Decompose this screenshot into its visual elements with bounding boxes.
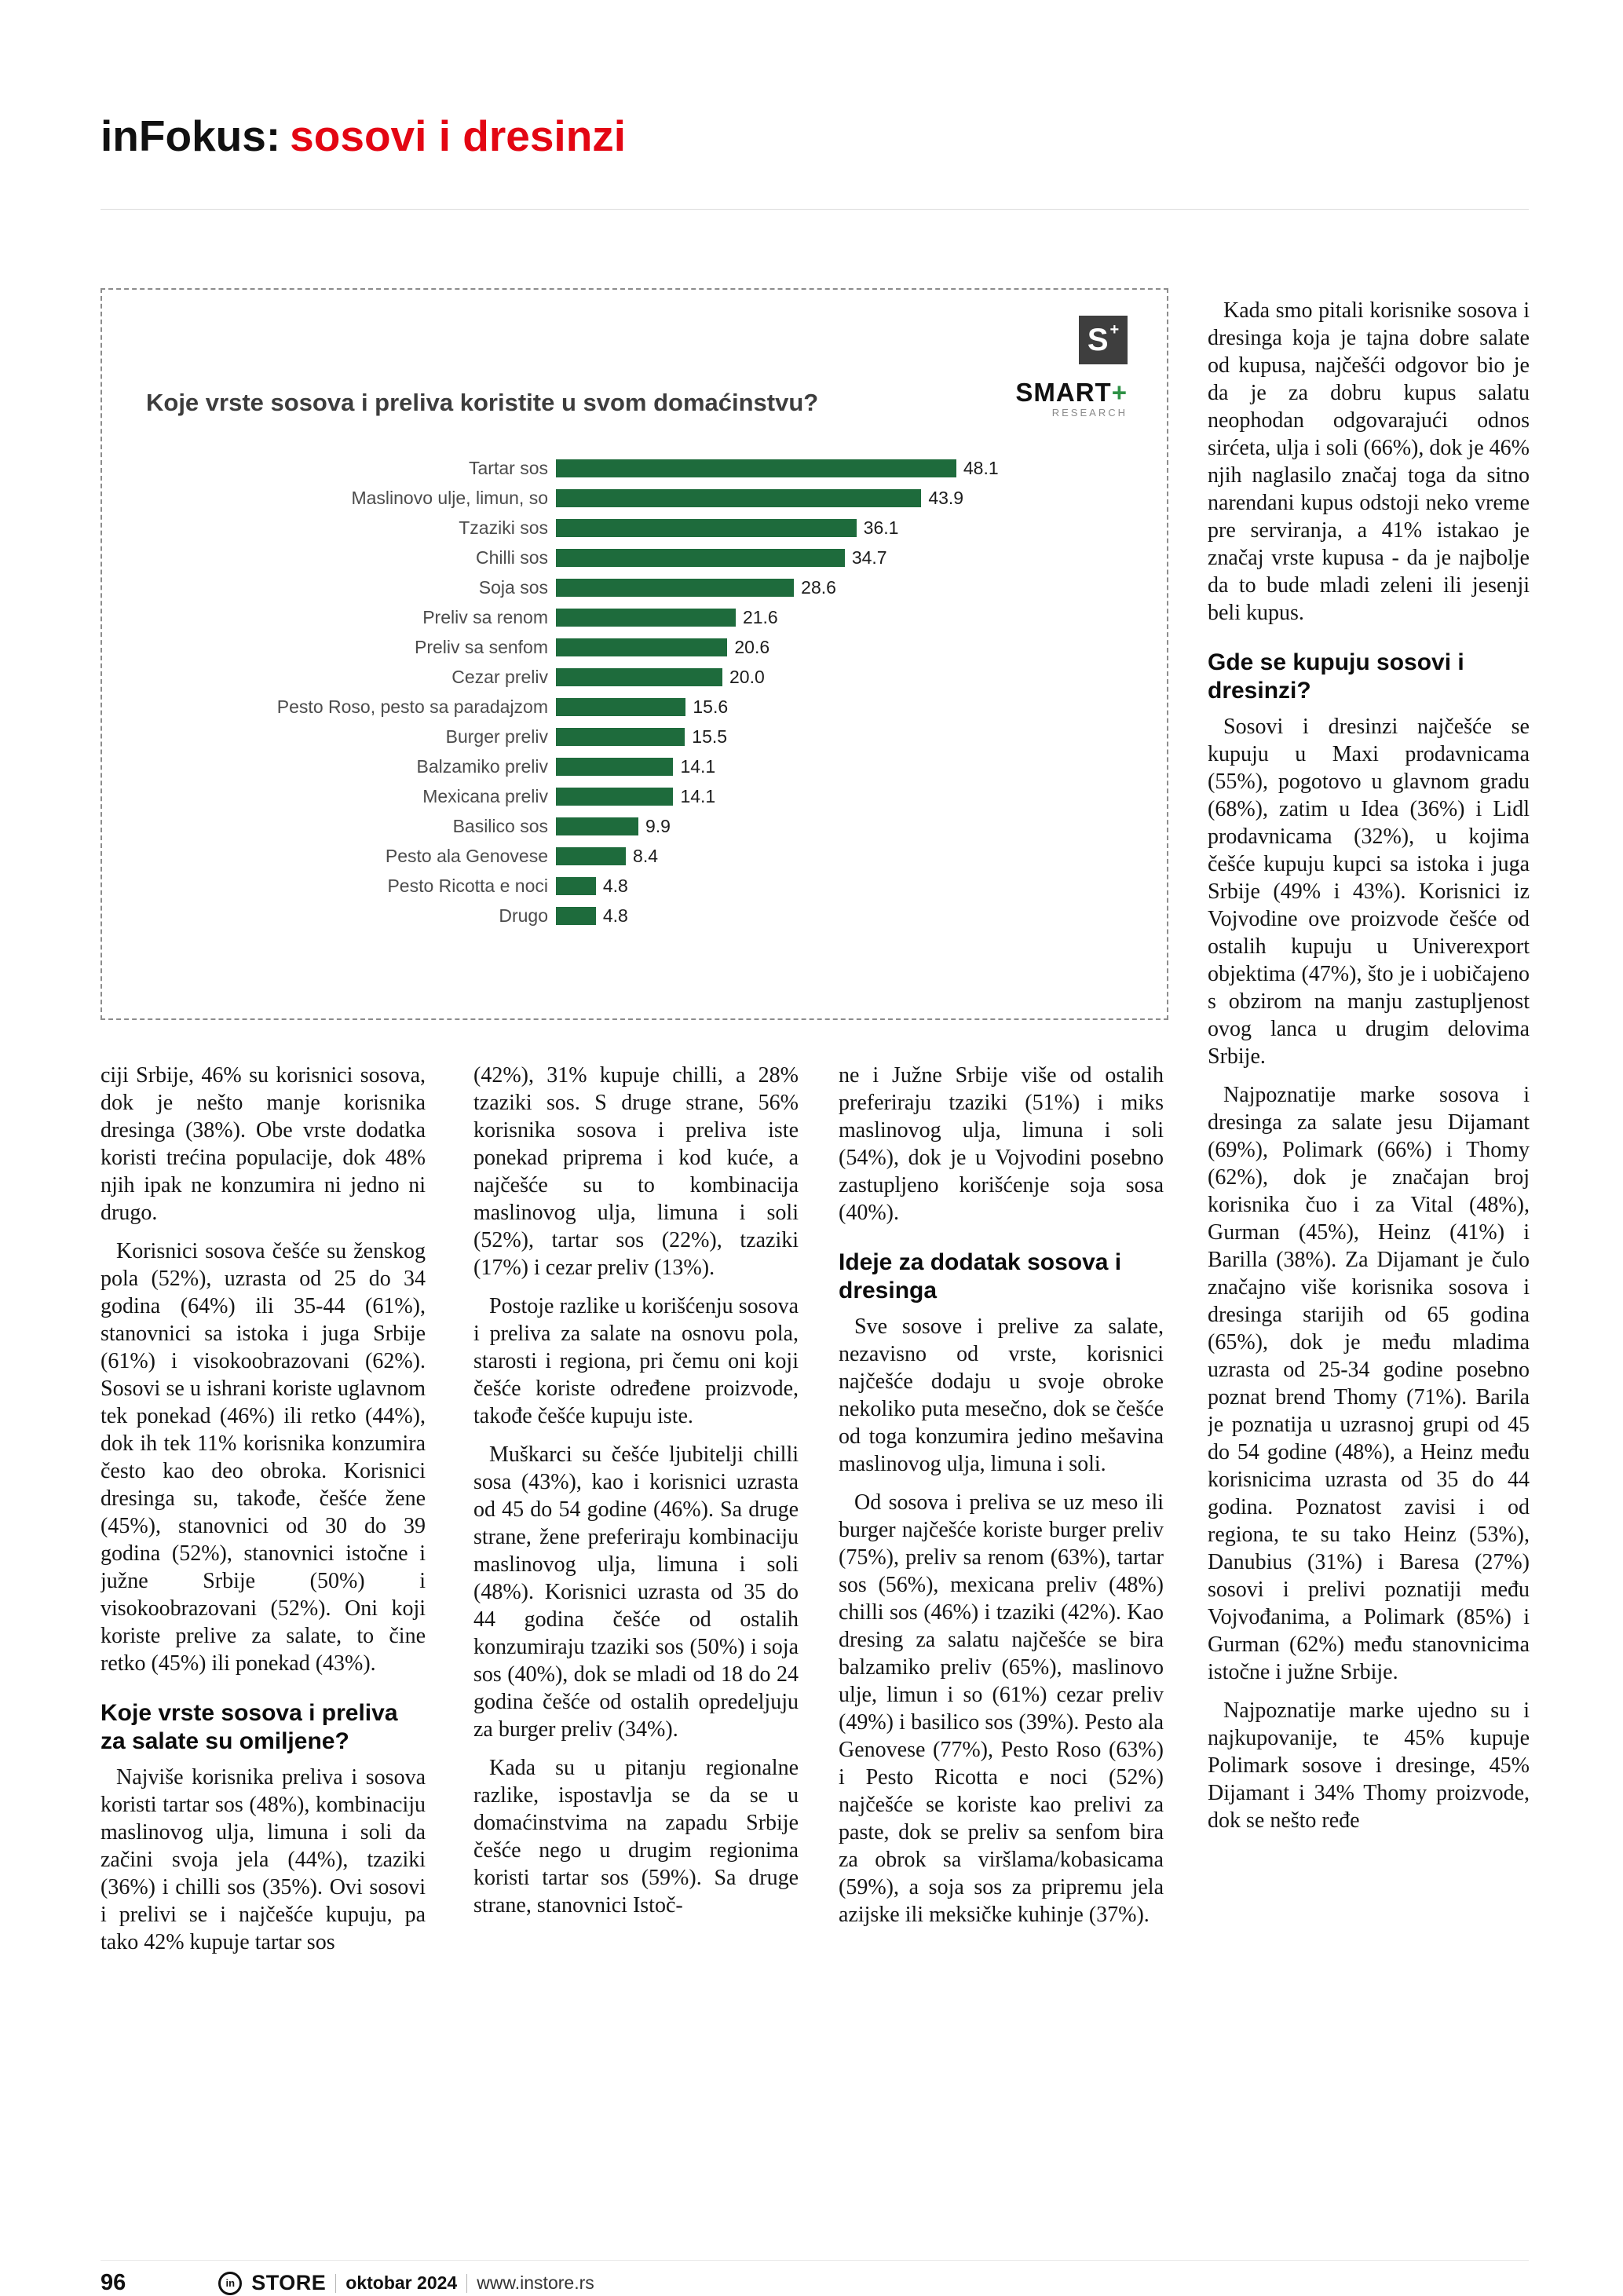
page-header [101, 112, 627, 160]
bar-value-label: 20.6 [734, 636, 770, 657]
bar-row [102, 483, 1167, 513]
chart-title: Koje vrste sosova i preliva koristite u svom domaćinstvu? [146, 389, 819, 416]
bar-category-label: Pesto ala Genovese [385, 845, 548, 866]
bar-row [102, 811, 1167, 841]
brand-text: SMART [1015, 378, 1112, 407]
text-column-4 [1208, 297, 1530, 2249]
brand-plus-icon: + [1111, 378, 1128, 407]
bar [556, 638, 727, 656]
body-paragraph: Sosovi i dresinzi najčešće se kupuju u Maxi prodavnicama (55%), pogotovo u glavnom gradu (68%), zatim u Idea (36%) i Lidl prodavnicama (32%), u kojima češće kupuju kupci sa istoka i juga Srbije (49% i 43%). Korisnici iz Vojvodine ove proizvode češće od ostalih kupuju u Univerexport objektima (47%), što je i uobičajeno s obzirom na manju zastupljenost ovog lanca u drugim delovima Srbije. [1208, 715, 1530, 1069]
bar [556, 519, 857, 537]
bar-row [102, 632, 1167, 662]
body-paragraph: ciji Srbije, 46% su korisnici sosova, dok je nešto manje korisnika dresinga (38%). Obe vrste dodatka koristi trećina populacije, dok 48% njih ipak ne konzumira ni jedno ni drugo. [101, 1063, 426, 1225]
bar-row [102, 751, 1167, 781]
bar-row [102, 692, 1167, 722]
body-paragraph: Postoje razlike u korišćenju sosova i preliva za salate na osnovu pola, starosti i regiona, pri čemu oni koji češće koriste određene proizvode, takođe češće kupuju iste. [473, 1294, 799, 1428]
brand-name: STORE [251, 2271, 327, 2294]
bar [556, 817, 638, 835]
article-topic: sosovi i dresinzi [290, 112, 627, 160]
bar-category-label: Pesto Roso, pesto sa paradajzom [276, 696, 548, 717]
bar [556, 698, 685, 716]
bar [556, 489, 921, 507]
bar-category-label: Soja sos [478, 576, 548, 598]
text-column-1 [101, 1062, 426, 2249]
bar [556, 788, 673, 806]
section-heading: Gde se kupuju sosovi i dresinzi? [1208, 649, 1464, 704]
bar-row [102, 901, 1167, 930]
bar-value-label: 28.6 [801, 576, 836, 598]
body-paragraph: Najpoznatije marke sosova i dresinga za salate jesu Dijamant (69%), Polimark (66%) i Thomy (62%), dok je značajan broj korisnika čuo i za Vital (48%), Gurman (45%), Heinz (41%) i Barilla (38%). Za Dijamant je čulo značajno više korisnika sosova i dresinga starijih od 65 godina (65%), dok je među mladima uzrasta od 25-34 godine posebno poznat brend Thomy (71%). Barila je poznatija u uzrasnoj grupi od 45 do 54 godine (48%), a Heinz među korisnicima uzrasta od 35 do 44 godina. Poznatost zavisi i od regiona, te su tako Heinz (53%), Danubius (31%) i Baresa (27%) sosovi i prelivi poznatiji među Vojvođanima, a Polimark (85%) i Gurman (62%) među stanovnicima istočne i južne Srbije. [1208, 1083, 1530, 1684]
bar-value-label: 15.6 [693, 696, 729, 717]
bar [556, 847, 626, 865]
bar-value-label: 34.7 [851, 547, 887, 568]
bar-value-label: 4.8 [602, 875, 628, 896]
bar-value-label: 14.1 [680, 755, 716, 777]
footer-brand [218, 2271, 594, 2295]
bar-value-label: 48.1 [963, 457, 999, 478]
bar [556, 579, 794, 597]
bar-category-label: Pesto Ricotta e noci [387, 875, 548, 896]
bar-category-label: Preliv sa senfom [414, 636, 548, 657]
header-rule [101, 209, 1529, 210]
bar-category-label: Balzamiko preliv [416, 755, 548, 777]
section-label: inFokus: [101, 112, 281, 160]
bar [556, 877, 596, 895]
bar [556, 728, 685, 746]
body-paragraph: Muškarci su češće ljubitelji chilli sosa (43%), kao i korisnici uzrasta od 45 do 54 godine (46%). Sa druge strane, žene preferiraju kombinaciju maslinovog ulja, limuna i soli (48%). Korisnici uzrasta od 35 do 44 godina češće od ostalih konzumiraju tzaziki sos (50%) i soja sos (40%), dok se mladi od 18 do 24 godina češće od ostalih opredeljuju za burger preliv (34%). [473, 1442, 799, 1742]
bar-value-label: 14.1 [680, 785, 716, 806]
bar-value-label: 8.4 [633, 845, 659, 866]
bar [556, 609, 736, 627]
bar-category-label: Basilico sos [452, 815, 548, 836]
smart-research-logo [1015, 379, 1128, 419]
bar-value-label: 20.0 [729, 666, 765, 687]
footer-separator [466, 2274, 467, 2293]
bar-row [102, 543, 1167, 572]
body-paragraph: Od sosova i preliva se uz meso ili burger najčešće koriste burger preliv (75%), preliv sa renom (63%), tartar sos (56%), mexicana preliv (48%) chilli sos (46%) i tzaziki (42%). Kao dresing za salatu najčešće se bira balzamiko preliv (65%), maslinovo ulje, limun i so (61%) cezar preliv (49%) i basilico sos (39%). Pesto ala Genovese (77%), Pesto Roso (63%) i Pesto Ricotta e noci (52%) najčešće se koriste kao prelivi za paste, dok se preliv sa senfom bira za obrok sa viršlama/kobasicama (59%), a soja sos za pripremu jela azijske ili meksičke kuhinje (37%). [839, 1490, 1164, 1927]
bar-value-label: 43.9 [928, 487, 964, 508]
bar [556, 907, 596, 925]
body-paragraph: ne i Južne Srbije više od ostalih preferiraju tzaziki (51%) i miks maslinovog ulja, limuna i soli (54%), dok je u Vojvodini posebno zastupljeno korišćenje soja sosa (40%). [839, 1063, 1164, 1225]
bar [556, 459, 956, 477]
body-paragraph: Kada su u pitanju regionalne razlike, ispostavlja se da se u domaćinstvima na zapadu Srbije češće nego u drugim regionima koristi tartar sos (59%). Sa druge strane, stanovnici Istoč- [473, 1756, 799, 1918]
issue-date: oktobar 2024 [345, 2272, 458, 2293]
bar-value-label: 21.6 [742, 606, 778, 627]
bar-category-label: Burger preliv [445, 726, 548, 747]
bar-category-label: Maslinovo ulje, limun, so [351, 487, 548, 508]
bar-row [102, 662, 1167, 692]
section-heading: Koje vrste sosova i preliva za salate su omiljene? [101, 1700, 398, 1754]
bar-row [102, 781, 1167, 811]
bar-chart [102, 453, 1167, 930]
bar-category-label: Preliv sa renom [422, 606, 548, 627]
brand-wordmark [1015, 379, 1128, 405]
bar-row [102, 602, 1167, 632]
body-paragraph: Sve sosove i prelive za salate, nezavisno od vrste, korisnici najčešće dodaju u svoje obroke nekoliko puta mesečno, dok se češće od toga konzumira jedino mešavina maslinovog ulja, limuna i soli. [839, 1314, 1164, 1476]
bar-category-label: Drugo [499, 905, 548, 926]
bar-category-label: Chilli sos [475, 547, 548, 568]
bar-row [102, 841, 1167, 871]
body-paragraph: Kada smo pitali korisnike sosova i dresinga koja je tajna dobre salate od kupusa, najčešći odgovor bio je da je za dobru kupus salatu neophodan odgovarajući odnos sirćeta, ulja i soli (66%), dok je 46% njih naglasilo značaj toga da sitno narendani kupus odstoji neko vreme pre serviranja, a 41% istakao je značaj vrste kupusa - da je najbolje da to bude mladi zeleni ili jesenji beli kupus. [1208, 298, 1530, 625]
bar-category-label: Tartar sos [469, 457, 548, 478]
bar [556, 758, 673, 776]
bar [556, 549, 845, 567]
bar-row [102, 572, 1167, 602]
page-footer [101, 2260, 1529, 2296]
bar-value-label: 9.9 [645, 815, 671, 836]
bar-row [102, 453, 1167, 483]
smart-s-logo-icon [1079, 316, 1128, 364]
bar-category-label: Cezar preliv [451, 666, 548, 687]
bar-row [102, 871, 1167, 901]
chart-panel [101, 288, 1168, 1020]
instore-logo-icon [218, 2272, 242, 2295]
body-paragraph: (42%), 31% kupuje chilli, a 28% tzaziki sos. S druge strane, 56% korisnika sosova i preliva iste ponekad priprema i kod kuće, a najčešće su to kombinacija maslinovog ulja, limuna i soli (52%), tartar sos (22%), tzaziki (17%) i cezar preliv (13%). [473, 1063, 799, 1280]
bar-row [102, 722, 1167, 751]
text-column-3 [839, 1062, 1164, 2249]
body-paragraph: Najpoznatije marke ujedno su i najkupovanije, te 45% kupuje Polimark sosove i dresinge, 45% Dijamant i 34% Thomy proizvode, dok se nešto ređe [1208, 1698, 1530, 1833]
bar-row [102, 513, 1167, 543]
brand-subtext: RESEARCH [1051, 407, 1128, 419]
logo-in-text: in [225, 2277, 236, 2289]
logo-letter: S [1087, 322, 1109, 357]
section-heading: Ideje za dodatak sosova i dresinga [839, 1249, 1122, 1303]
logo-plus: + [1109, 320, 1120, 338]
bar [556, 668, 722, 686]
body-paragraph: Korisnici sosova češće su ženskog pola (52%), uzrasta od 25 do 34 godina (64%) ili 35-44 (61%), stanovnici sa istoka i juga Srbije (61%) i visokoobrazovani (62%). Sosovi se u ishrani koriste uglavnom tek ponekad (46%) ili retko (44%), dok ih tek 11% korisnika konzumira često kao deo obroka. Korisnici dresinga su, takođe, češće žene (45%), stanovnici od 30 do 39 godina (52%), stanovnici istočne i južne Srbije (50%) i visokoobrazovani (52%). Oni koji koriste prelive za salate, to čine retko (45%) ili ponekad (43%). [101, 1239, 426, 1676]
body-paragraph: Najviše korisnika preliva i sosova koristi tartar sos (48%), kombinaciju maslinovog ulja, limuna i soli da začini svoja jela (44%), tzaziki (36%) i chilli sos (35%). Ovi sosovi i prelivi se i najčešće kupuju, pa tako 42% kupuje tartar sos [101, 1765, 426, 1954]
bar-value-label: 4.8 [602, 905, 628, 926]
footer-separator [335, 2274, 336, 2293]
text-column-2 [473, 1062, 799, 2249]
bar-category-label: Tzaziki sos [459, 517, 548, 538]
website-url: www.instore.rs [477, 2272, 594, 2293]
bar-category-label: Mexicana preliv [422, 785, 548, 806]
bar-value-label: 36.1 [863, 517, 899, 538]
bar-value-label: 15.5 [692, 726, 728, 747]
page-number: 96 [101, 2270, 126, 2295]
